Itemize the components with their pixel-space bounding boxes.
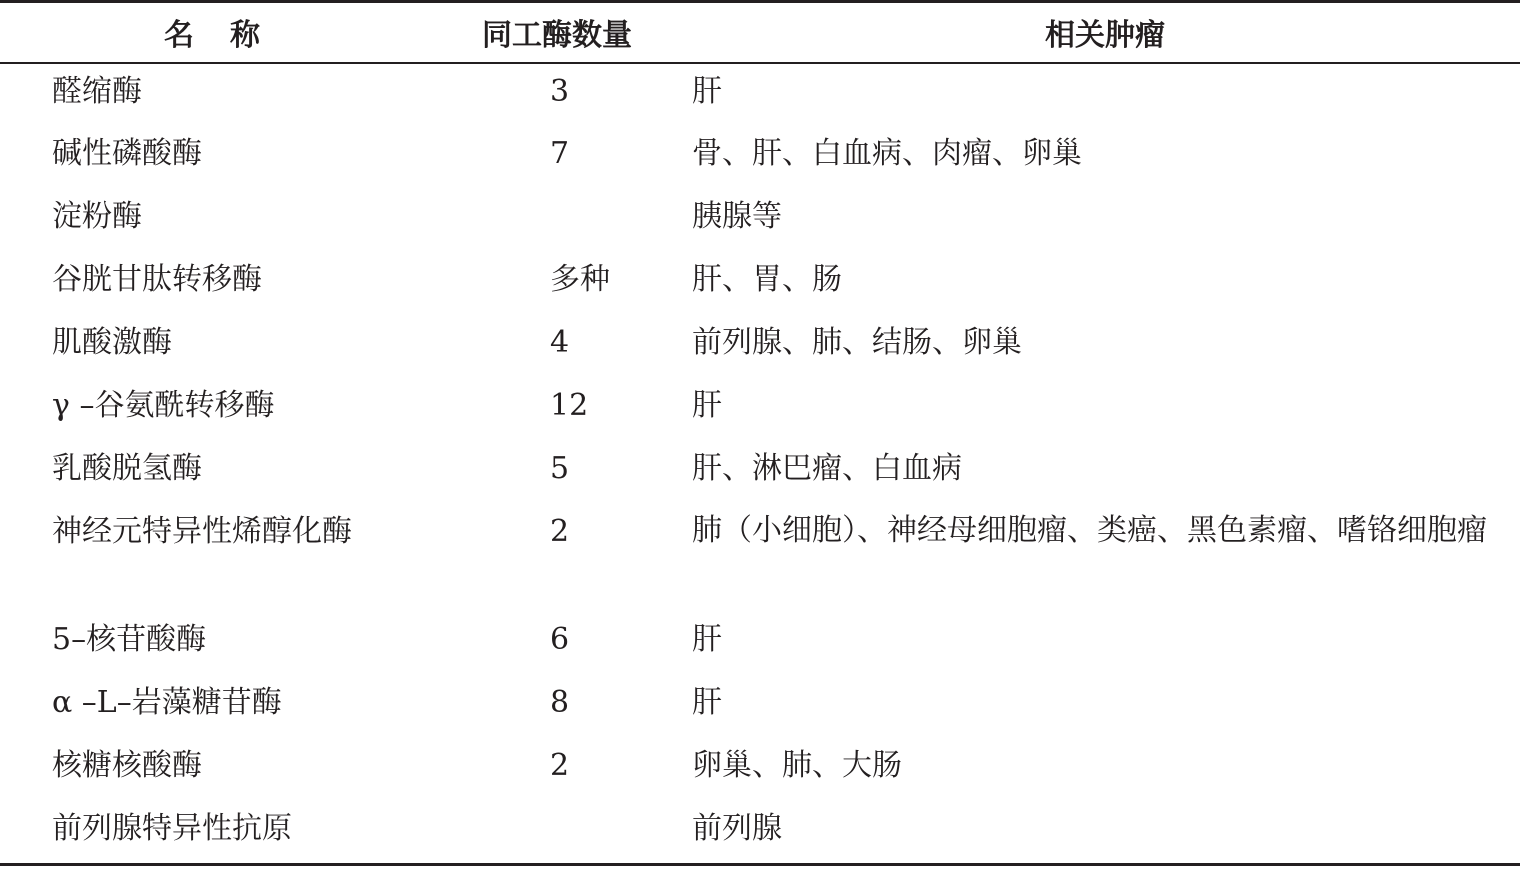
cell-enzyme-name: 前列腺特异性抗原 <box>52 810 292 846</box>
table-row <box>0 612 1520 675</box>
table-row <box>0 126 1520 189</box>
cell-related-tumor: 肝、淋巴瘤、白血病 <box>692 450 962 486</box>
header-tumor: 相关肿瘤 <box>1045 18 1165 54</box>
table-row <box>0 378 1520 441</box>
cell-related-tumor: 骨、肝、白血病、肉瘤、卵巢 <box>692 135 1082 171</box>
table-body <box>0 63 1520 865</box>
cell-enzyme-name: 醛缩酶 <box>52 73 142 109</box>
cell-isoenzyme-count: 6 <box>550 621 570 657</box>
cell-related-tumor: 肝 <box>692 621 722 657</box>
cell-isoenzyme-count <box>424 189 690 252</box>
cell-related-tumor: 卵巢、肺、大肠 <box>692 747 902 783</box>
cell-isoenzyme-count: 3 <box>550 73 570 109</box>
cell-enzyme-name: 核糖核酸酶 <box>52 747 202 783</box>
header-count: 同工酶数量 <box>482 18 632 54</box>
table-row <box>0 504 1520 612</box>
cell-isoenzyme-count: 5 <box>550 450 570 486</box>
table-row <box>0 801 1520 865</box>
cell-isoenzyme-count: 8 <box>550 684 570 720</box>
cell-isoenzyme-count: 多种 <box>550 261 610 297</box>
cell-isoenzyme-count: 12 <box>550 387 589 423</box>
table-row <box>0 63 1520 126</box>
cell-enzyme-name: 5–核苷酸酶 <box>52 621 207 657</box>
table-row <box>0 441 1520 504</box>
table-header <box>0 2 1520 63</box>
cell-enzyme-name: 乳酸脱氢酶 <box>52 450 202 486</box>
table-row <box>0 315 1520 378</box>
cell-enzyme-name: 淀粉酶 <box>52 198 142 234</box>
cell-related-tumor: 肺（小细胞）、神经母细胞瘤、类癌、黑色素瘤、嗜铬细胞瘤 <box>692 512 1487 548</box>
cell-related-tumor: 肝、胃、肠 <box>692 261 842 297</box>
cell-related-tumor: 肝 <box>692 387 722 423</box>
table-row <box>0 675 1520 738</box>
cell-enzyme-name: 谷胱甘肽转移酶 <box>52 261 262 297</box>
cell-isoenzyme-count: 2 <box>550 513 570 549</box>
cell-enzyme-name: 神经元特异性烯醇化酶 <box>52 513 352 549</box>
cell-related-tumor: 胰腺等 <box>692 198 782 234</box>
cell-enzyme-name: 肌酸激酶 <box>52 324 172 360</box>
cell-isoenzyme-count: 4 <box>550 324 570 360</box>
cell-related-tumor: 肝 <box>692 684 722 720</box>
cell-related-tumor: 肝 <box>692 73 722 109</box>
cell-enzyme-name: 碱性磷酸酶 <box>52 135 202 171</box>
header-row <box>0 2 1520 63</box>
cell-isoenzyme-count <box>424 801 690 865</box>
cell-enzyme-name: α –L–岩藻糖苷酶 <box>52 684 282 720</box>
cell-related-tumor: 前列腺 <box>692 810 782 846</box>
cell-related-tumor: 前列腺、肺、结肠、卵巢 <box>692 324 1022 360</box>
header-name: 名称 <box>164 18 296 54</box>
table-row <box>0 738 1520 801</box>
cell-enzyme-name: γ –谷氨酰转移酶 <box>52 387 275 423</box>
cell-isoenzyme-count: 7 <box>550 135 570 171</box>
table-row <box>0 252 1520 315</box>
table-row <box>0 189 1520 252</box>
cell-isoenzyme-count: 2 <box>550 747 570 783</box>
